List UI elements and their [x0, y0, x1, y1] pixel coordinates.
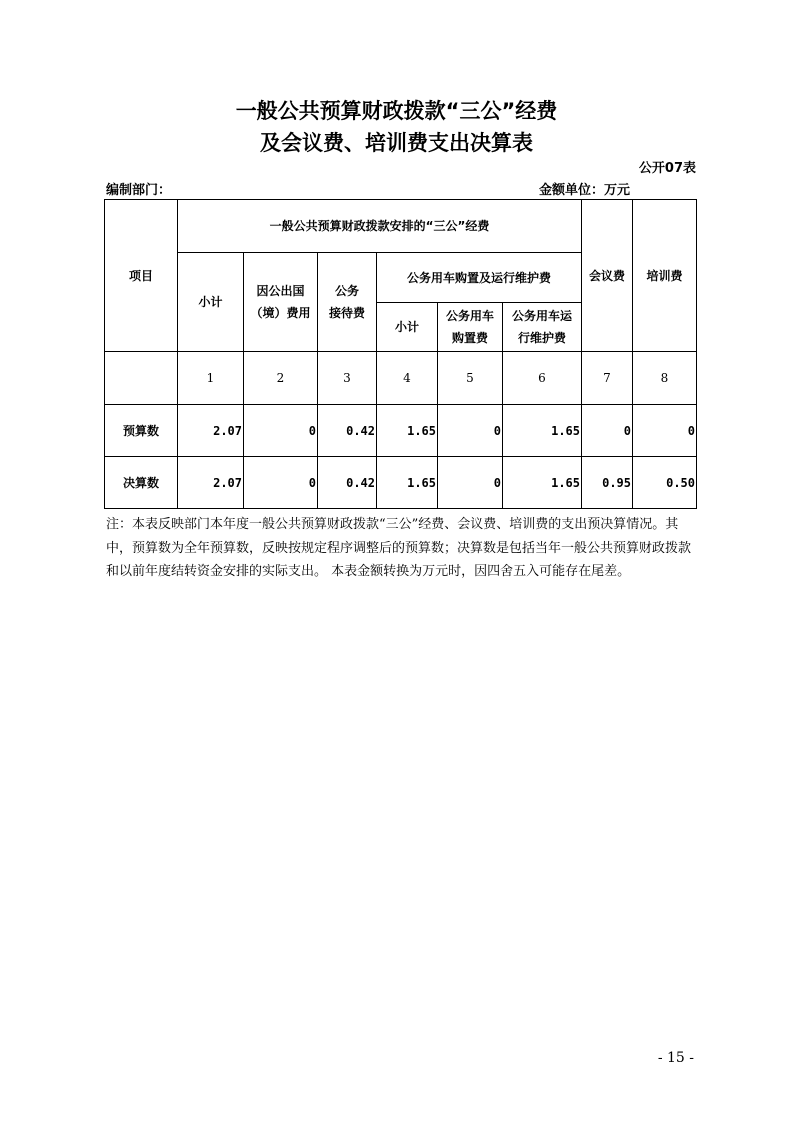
abroad-header-line2: （境）费用 — [250, 306, 311, 320]
index-cell: 3 — [318, 352, 377, 405]
index-row — [105, 352, 697, 405]
subtotal-header: 小计 — [178, 253, 244, 352]
value-cell: 1.65 — [377, 457, 438, 509]
value-cell: 0 — [582, 405, 633, 457]
row-label: 预算数 — [105, 405, 178, 457]
expense-table — [104, 199, 697, 509]
index-cell: 1 — [178, 352, 244, 405]
vehicle-subtotal-header: 小计 — [377, 303, 438, 352]
table-row — [105, 405, 697, 457]
value-cell: 0.42 — [318, 405, 377, 457]
index-cell: 7 — [582, 352, 633, 405]
value-cell: 0.50 — [633, 457, 697, 509]
reception-header-line2: 接待费 — [328, 306, 365, 320]
group-header: 一般公共预算财政拨款安排的“三公”经费 — [178, 200, 582, 253]
table-note: 注：本表反映部门本年度一般公共预算财政拨款“三公”经费、会议费、培训费的支出预决算情况。其中，预算数为全年预算数，反映按规定程序调整后的预算数；决算数是包括当年一般公共预算财政拨款和以前年度结转资金安排的实际支出。 本表金额转换为万元时，因四舍五入可能存在尾差。 — [106, 517, 692, 579]
abroad-header — [244, 253, 318, 352]
page-subtitle: 及会议费、培训费支出决算表 — [260, 131, 533, 155]
unit-label: 金额单位：万元 — [539, 183, 631, 198]
value-cell: 0 — [438, 457, 503, 509]
value-cell: 0.42 — [318, 457, 377, 509]
index-cell: 6 — [503, 352, 582, 405]
reception-header-line1: 公务 — [334, 284, 359, 298]
item-header: 项目 — [105, 200, 178, 352]
vehicle-purchase-header — [438, 303, 503, 352]
meeting-header: 会议费 — [582, 200, 633, 352]
vehicle-operation-header — [503, 303, 582, 352]
table-row — [105, 457, 697, 509]
vehicle-group-header: 公务用车购置及运行维护费 — [377, 253, 582, 303]
training-header: 培训费 — [633, 200, 697, 352]
vehicle-purchase-line1: 公务用车 — [445, 309, 494, 323]
value-cell: 2.07 — [178, 405, 244, 457]
value-cell: 0 — [438, 405, 503, 457]
index-blank-cell — [105, 352, 178, 405]
page-title: 一般公共预算财政拨款“三公”经费 — [235, 99, 558, 123]
abroad-header-line1: 因公出国 — [256, 284, 305, 298]
value-cell: 2.07 — [178, 457, 244, 509]
index-cell: 5 — [438, 352, 503, 405]
reception-header — [318, 253, 377, 352]
index-cell: 2 — [244, 352, 318, 405]
value-cell: 0 — [244, 405, 318, 457]
department-label: 编制部门： — [106, 183, 172, 198]
index-cell: 4 — [377, 352, 438, 405]
vehicle-operation-line2: 行维护费 — [517, 331, 566, 345]
value-cell: 0.95 — [582, 457, 633, 509]
form-code: 公开07表 — [638, 161, 696, 176]
value-cell: 1.65 — [503, 457, 582, 509]
index-cell: 8 — [633, 352, 697, 405]
value-cell: 0 — [244, 457, 318, 509]
value-cell: 0 — [633, 405, 697, 457]
page-number: - 15 - — [657, 1050, 694, 1066]
vehicle-operation-line1: 公务用车运 — [511, 309, 572, 323]
value-cell: 1.65 — [503, 405, 582, 457]
row-label: 决算数 — [105, 457, 178, 509]
vehicle-purchase-line2: 购置费 — [451, 331, 488, 345]
value-cell: 1.65 — [377, 405, 438, 457]
